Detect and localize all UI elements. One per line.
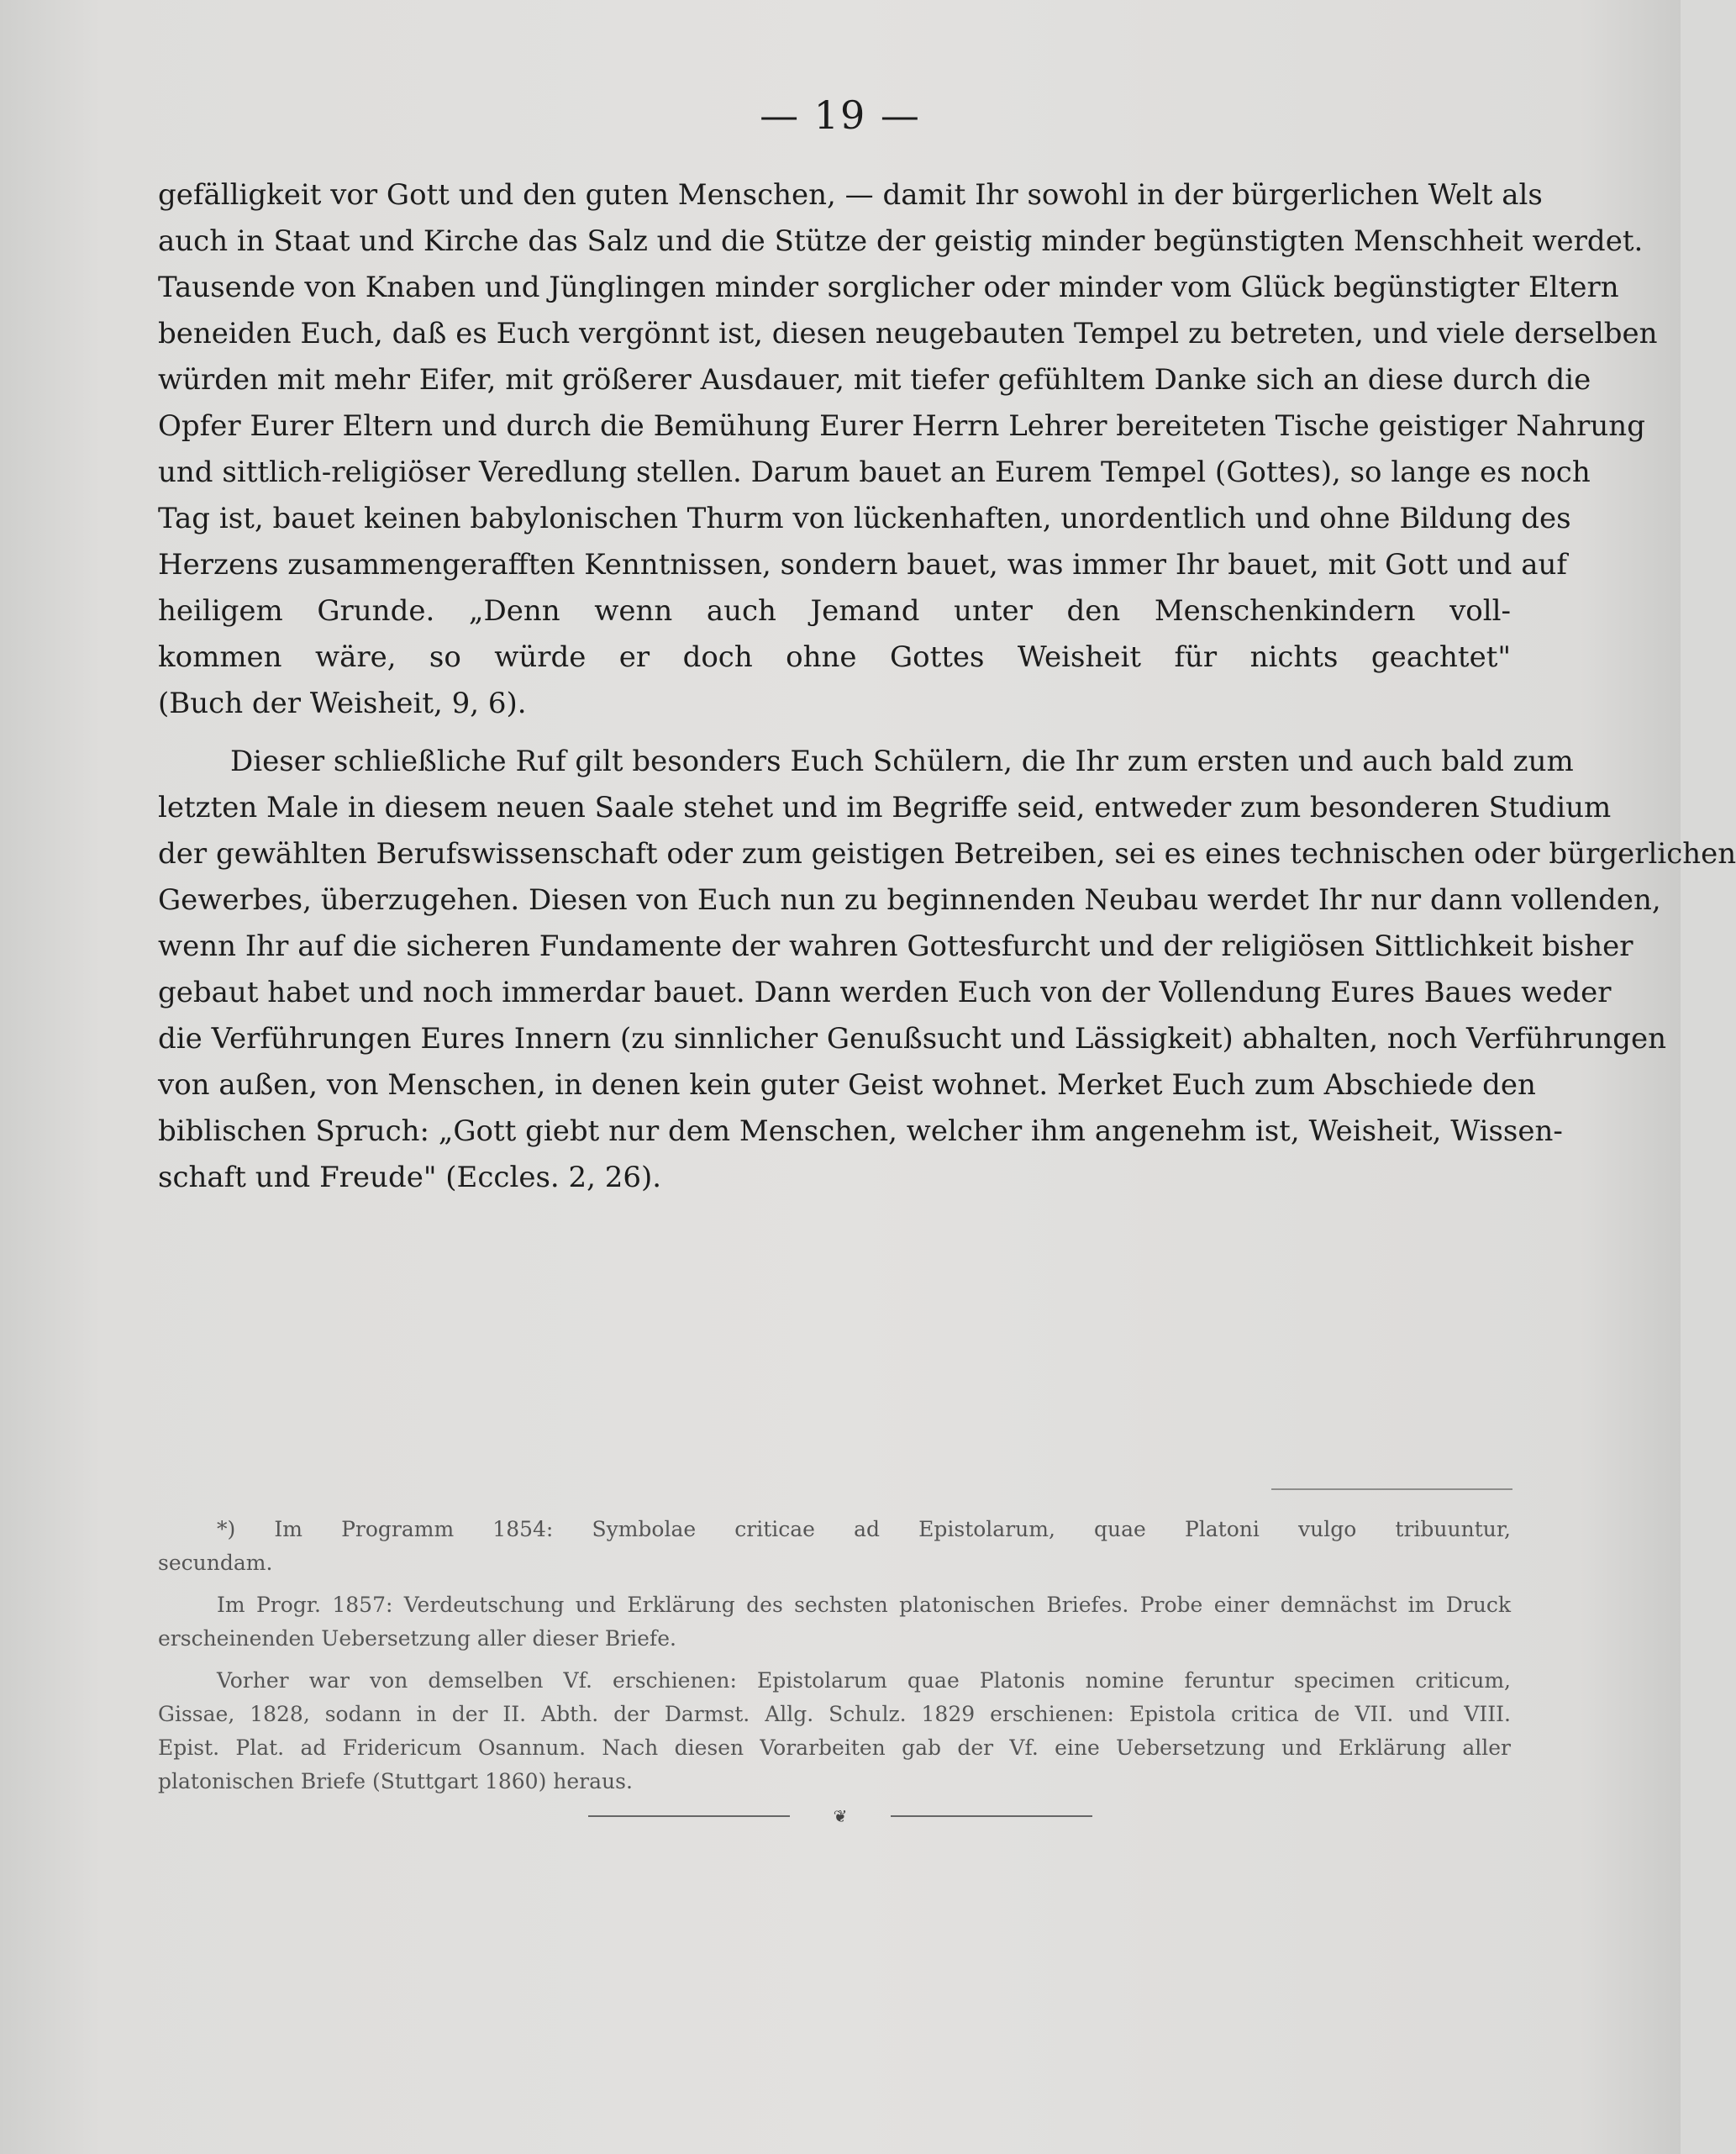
text-line: gebaut habet und noch immerdar bauet. Dann werden Euch von der Vollendung Eures Baues weder [158,976,1612,1009]
text-line: heiligem Grunde. „Denn wenn auch Jemand unter den Menschenkindern voll- [158,594,1511,628]
footnote-1 [158,1513,1511,1580]
text-line: kommen wäre, so würde er doch ohne Gottes Weisheit für nichts geachtet" [158,640,1511,674]
text-line: würden mit mehr Eifer, mit größerer Ausdauer, mit tiefer gefühltem Danke sich an diese durch die [158,363,1591,397]
paragraph-2 [158,739,1736,1201]
text-line: und sittlich-religiöser Veredlung stellen. Darum bauet an Eurem Tempel (Gottes), so lange es noch [158,456,1591,489]
text-line: von außen, von Menschen, in denen kein guter Geist wohnet. Merket Euch zum Abschiede den [158,1068,1536,1102]
footnote-line: Vorher war von demselben Vf. erschienen: Epistolarum quae Platonis nomine feruntur specimen criticum, [217,1668,1511,1693]
decorative-ornament [588,1807,1092,1825]
footnote-line: erscheinenden Uebersetzung aller dieser Briefe. [158,1626,676,1651]
footnote-separator [1271,1488,1512,1490]
text-line: Dieser schließliche Ruf gilt besonders Euch Schülern, die Ihr zum ersten und auch bald zum [230,745,1574,778]
text-line: schaft und Freude" (Eccles. 2, 26). [158,1161,662,1194]
footnote-line: *) Im Programm 1854: Symbolae criticae ad Epistolarum, quae Platoni vulgo tribuuntur, [217,1517,1511,1541]
footnote-2 [158,1588,1511,1656]
text-line: Herzens zusammengerafften Kenntnissen, sondern bauet, was immer Ihr bauet, mit Gott und auf [158,548,1568,582]
footnote-3 [158,1664,1511,1799]
text-line: die Verführungen Eures Innern (zu sinnlicher Genußsucht und Lässigkeit) abhalten, noch Verführungen [158,1022,1667,1056]
footnotes [158,1513,1511,1799]
page-number: — 19 — [760,92,921,138]
footnote-line: Epist. Plat. ad Fridericum Osannum. Nach diesen Vorarbeiten gab der Vf. eine Uebersetzung und Erklärung aller [158,1735,1511,1760]
text-line: Tag ist, bauet keinen babylonischen Thurm von lückenhaften, unordentlich und ohne Bildung des [158,502,1571,535]
text-line: letzten Male in diesem neuen Saale stehet und im Begriffe seid, entweder zum besonderen Studium [158,791,1612,824]
footnote-line: Im Progr. 1857: Verdeutschung und Erklärung des sechsten platonischen Briefes. Probe einer demnächst im Druck [217,1593,1511,1617]
text-line: Tausende von Knaben und Jünglingen minder sorglicher oder minder vom Glück begünstigter Eltern [158,271,1619,304]
text-line: beneiden Euch, daß es Euch vergönnt ist, diesen neugebauten Tempel zu betreten, und viele derselben [158,317,1658,350]
paragraph-1 [158,172,1658,727]
text-line: Opfer Eurer Eltern und durch die Bemühung Eurer Herrn Lehrer bereiteten Tische geistiger Nahrung [158,409,1645,443]
footnote-line: secundam. [158,1551,273,1575]
text-line: gefälligkeit vor Gott und den guten Menschen, — damit Ihr sowohl in der bürgerlichen Welt als [158,178,1543,212]
ornament-icon: ❦ [833,1806,848,1826]
footnote-line: Gissae, 1828, sodann in der II. Abth. der Darmst. Allg. Schulz. 1829 erschienen: Epistola critica de VII. und VIII. [158,1702,1511,1726]
text-line: wenn Ihr auf die sicheren Fundamente der wahren Gottesfurcht und der religiösen Sittlichkeit bisher [158,930,1633,963]
main-text [158,172,1736,1201]
text-line: biblischen Spruch: „Gott giebt nur dem Menschen, welcher ihm angenehm ist, Weisheit, Wissen- [158,1114,1563,1148]
footnote-line: platonischen Briefe (Stuttgart 1860) heraus. [158,1769,633,1793]
text-line: auch in Staat und Kirche das Salz und die Stütze der geistig minder begünstigten Menschheit werdet. [158,224,1644,258]
text-line: Gewerbes, überzugehen. Diesen von Euch nun zu beginnenden Neubau werdet Ihr nur dann vollenden, [158,883,1661,917]
text-line: (Buch der Weisheit, 9, 6). [158,687,527,720]
text-line: der gewählten Berufswissenschaft oder zum geistigen Betreiben, sei es eines technischen oder bürgerlichen [158,837,1736,871]
